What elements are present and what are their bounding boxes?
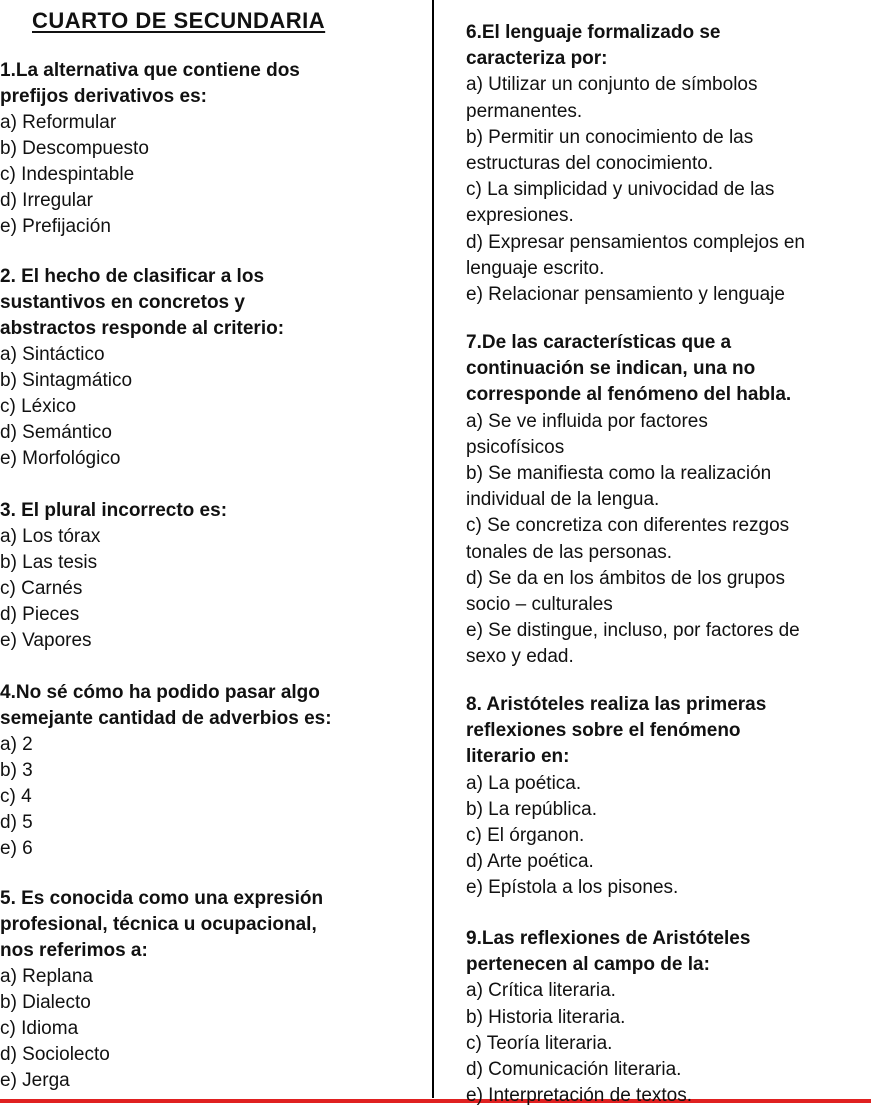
question-stem-line: profesional, técnica u ocupacional, — [0, 914, 317, 935]
option-c-cont: expresiones. — [466, 205, 574, 227]
option-b: b) Historia literaria. — [466, 1006, 626, 1028]
option-d: d) Semántico — [0, 422, 112, 443]
question-stem-line: corresponde al fenómeno del habla. — [466, 384, 792, 406]
option-b: b) Las tesis — [0, 552, 98, 573]
option-e: e) Jerga — [0, 1070, 70, 1091]
question-8 — [466, 692, 766, 902]
question-stem-line: semejante cantidad de adverbios es: — [0, 708, 332, 729]
option-c: c) Carnés — [0, 578, 83, 599]
option-a-cont: permanentes. — [466, 100, 583, 122]
option-d: d) Se da en los ámbitos de los grupos — [466, 567, 785, 589]
option-a-cont: psicofísicos — [466, 436, 565, 458]
option-c: c) 4 — [0, 786, 32, 807]
option-e: e) 6 — [0, 838, 33, 859]
option-c: c) Léxico — [0, 396, 77, 417]
option-c: c) Se concretiza con diferentes rezgos — [466, 515, 790, 537]
question-2 — [0, 264, 284, 472]
option-a: a) Crítica literaria. — [466, 980, 616, 1002]
option-b-cont: estructuras del conocimiento. — [466, 153, 714, 175]
option-a: a) Utilizar un conjunto de símbolos — [466, 74, 758, 96]
option-b: b) La república. — [466, 798, 597, 820]
question-6 — [466, 20, 805, 308]
option-c: c) El órganon. — [466, 825, 585, 847]
option-a: a) Se ve influida por factores — [466, 410, 708, 432]
question-stem-line: caracteriza por: — [466, 48, 608, 70]
question-9 — [466, 926, 750, 1109]
option-e: e) Se distingue, incluso, por factores de — [466, 620, 800, 642]
option-a: a) La poética. — [466, 772, 582, 794]
option-c: c) Idioma — [0, 1018, 79, 1039]
question-stem-line: literario en: — [466, 746, 570, 768]
option-b: b) Permitir un conocimiento de las — [466, 126, 754, 148]
question-stem-line: 9.Las reflexiones de Aristóteles — [466, 928, 751, 949]
question-1 — [0, 58, 300, 240]
option-d: d) Expresar pensamientos complejos en — [466, 231, 806, 253]
question-stem-line: 2. El hecho de clasificar a los — [0, 266, 265, 287]
option-e: e) Relacionar pensamiento y lenguaje — [466, 284, 785, 306]
option-a: a) Replana — [0, 966, 93, 987]
option-c: c) Indespintable — [0, 164, 135, 185]
question-stem-line: sustantivos en concretos y — [0, 292, 245, 313]
page-title: CUARTO DE SECUNDARIA — [32, 8, 326, 33]
question-stem-line: 8. Aristóteles realiza las primeras — [466, 694, 767, 715]
question-stem-line: reflexiones sobre el fenómeno — [466, 720, 741, 742]
option-a: a) Reformular — [0, 112, 117, 133]
option-b: b) Se manifiesta como la realización — [466, 463, 772, 485]
question-4 — [0, 680, 332, 862]
question-stem-line: prefijos derivativos es: — [0, 86, 207, 107]
option-a: a) Sintáctico — [0, 344, 105, 365]
question-stem-line: 1.La alternativa que contiene dos — [0, 60, 300, 81]
question-stem-line: abstractos responde al criterio: — [0, 318, 285, 339]
option-e: e) Morfológico — [0, 448, 121, 469]
option-b: b) Dialecto — [0, 992, 91, 1013]
option-e: e) Prefijación — [0, 216, 111, 237]
option-b: b) Descompuesto — [0, 138, 149, 159]
option-b: b) 3 — [0, 760, 33, 781]
column-divider — [432, 0, 434, 1098]
question-5 — [0, 886, 323, 1094]
question-stem-line: 5. Es conocida como una expresión — [0, 888, 324, 909]
option-d: d) Arte poética. — [466, 851, 594, 873]
option-d: d) 5 — [0, 812, 33, 833]
option-d: d) Comunicación literaria. — [466, 1059, 682, 1081]
option-d: d) Irregular — [0, 190, 93, 211]
question-stem-line: nos referimos a: — [0, 940, 148, 961]
question-stem-line: 7.De las características que a — [466, 332, 732, 353]
option-e: e) Vapores — [0, 630, 92, 651]
option-c: c) La simplicidad y univocidad de las — [466, 179, 775, 201]
option-b: b) Sintagmático — [0, 370, 133, 391]
option-d-cont: lenguaje escrito. — [466, 257, 605, 279]
option-a: a) Los tórax — [0, 526, 101, 547]
option-a: a) 2 — [0, 734, 33, 755]
option-d: d) Pieces — [0, 604, 80, 625]
option-d: d) Sociolecto — [0, 1044, 110, 1065]
option-e: e) Interpretación de textos. — [466, 1085, 693, 1107]
option-b-cont: individual de la lengua. — [466, 489, 660, 511]
question-stem-line: pertenecen al campo de la: — [466, 954, 710, 976]
question-stem-line: 4.No sé cómo ha podido pasar algo — [0, 682, 320, 703]
question-stem-line: 6.El lenguaje formalizado se — [466, 22, 721, 43]
question-stem-line: continuación se indican, una no — [466, 358, 756, 380]
option-d-cont: socio – culturales — [466, 594, 613, 616]
question-7 — [466, 330, 800, 671]
option-e: e) Epístola a los pisones. — [466, 877, 679, 899]
question-3 — [0, 498, 227, 654]
option-c-cont: tonales de las personas. — [466, 541, 672, 563]
option-c: c) Teoría literaria. — [466, 1032, 613, 1054]
option-e-cont: sexo y edad. — [466, 646, 574, 668]
question-stem-line: 3. El plural incorrecto es: — [0, 500, 228, 521]
